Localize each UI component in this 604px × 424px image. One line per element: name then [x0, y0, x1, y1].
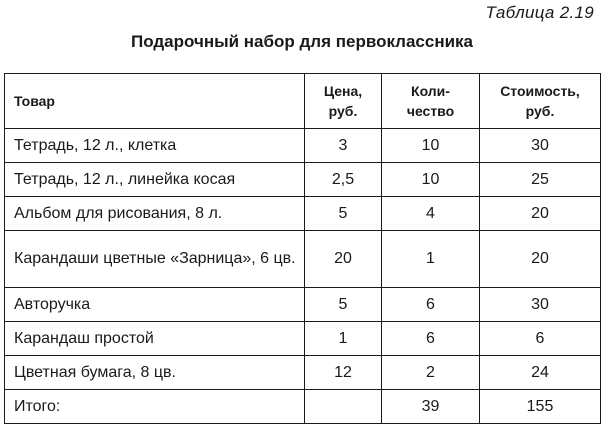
item-price: 5 [305, 288, 382, 322]
header-quantity: Коли- чество [382, 74, 480, 129]
table-row [5, 197, 601, 231]
header-price: Цена, руб. [305, 74, 382, 129]
table-number-label: Таблица 2.19 [485, 3, 594, 22]
item-name: Цветная бумага, 8 цв. [5, 356, 305, 390]
gift-set-table [4, 73, 601, 424]
total-label: Итого: [5, 390, 305, 424]
item-quantity: 6 [382, 322, 480, 356]
item-price: 2,5 [305, 163, 382, 197]
table-row [5, 231, 601, 288]
item-cost: 20 [480, 231, 601, 288]
item-price: 20 [305, 231, 382, 288]
header-cost: Стоимость, руб. [480, 74, 601, 129]
table-title: Подарочный набор для первоклассника [130, 32, 474, 51]
header-name: Товар [5, 74, 305, 129]
item-price: 3 [305, 129, 382, 163]
item-cost: 6 [480, 322, 601, 356]
table-row [5, 322, 601, 356]
item-quantity: 1 [382, 231, 480, 288]
table-row [5, 288, 601, 322]
item-quantity: 2 [382, 356, 480, 390]
item-cost: 24 [480, 356, 601, 390]
table-row [5, 356, 601, 390]
item-quantity: 10 [382, 129, 480, 163]
table-row [5, 129, 601, 163]
item-price: 1 [305, 322, 382, 356]
item-name: Тетрадь, 12 л., клетка [5, 129, 305, 163]
item-name: Авторучка [5, 288, 305, 322]
total-cost: 155 [480, 390, 601, 424]
item-quantity: 10 [382, 163, 480, 197]
total-quantity: 39 [382, 390, 480, 424]
item-cost: 30 [480, 288, 601, 322]
item-price: 5 [305, 197, 382, 231]
item-cost: 30 [480, 129, 601, 163]
total-row [5, 390, 601, 424]
item-quantity: 4 [382, 197, 480, 231]
table-row [5, 163, 601, 197]
header-row [5, 74, 601, 129]
total-price [305, 390, 382, 424]
item-name: Альбом для рисования, 8 л. [5, 197, 305, 231]
item-name: Тетрадь, 12 л., линейка косая [5, 163, 305, 197]
item-cost: 25 [480, 163, 601, 197]
item-price: 12 [305, 356, 382, 390]
item-cost: 20 [480, 197, 601, 231]
item-name: Карандаш простой [5, 322, 305, 356]
item-name: Карандаши цветные «Зарница», 6 цв. [5, 231, 305, 288]
item-quantity: 6 [382, 288, 480, 322]
